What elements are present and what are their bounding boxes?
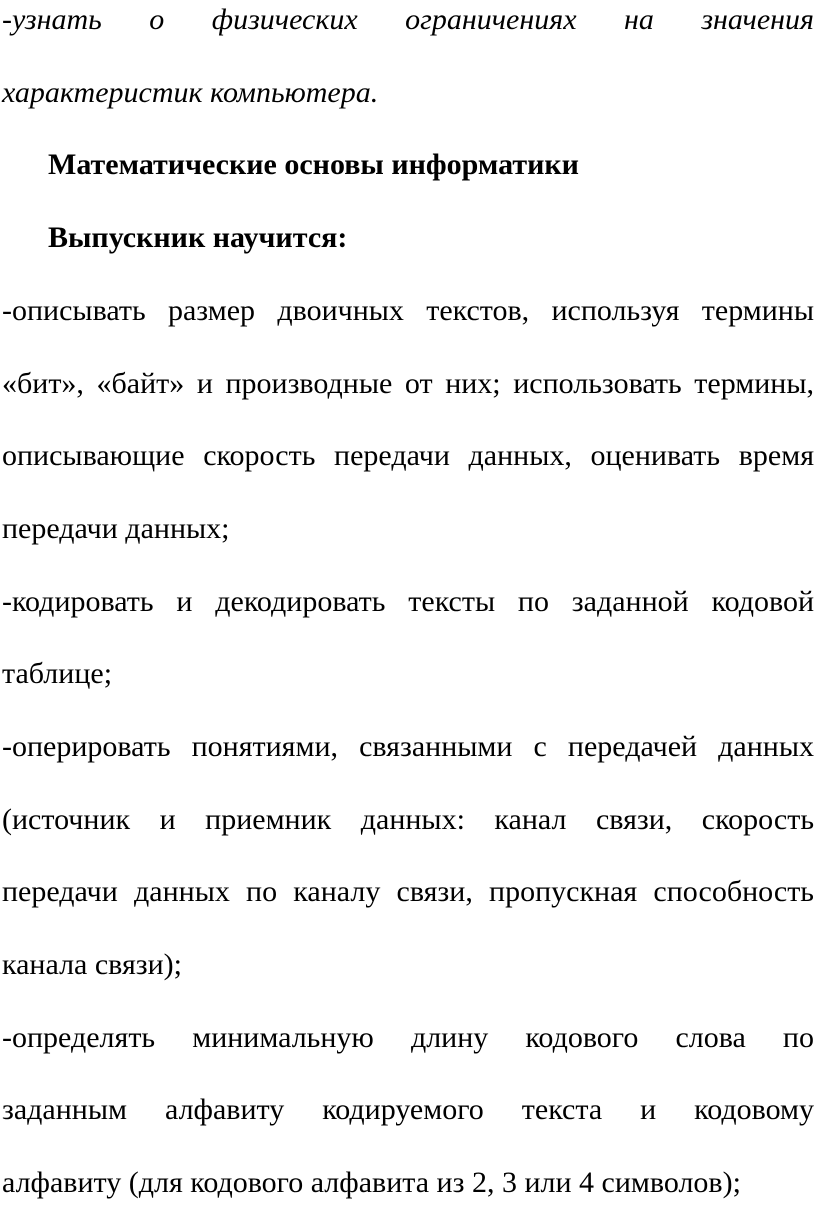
section-subtitle: Выпускник научится: xyxy=(48,221,348,254)
item-1-line: «бит», «байт» и производные от них; использовать термины, xyxy=(2,367,814,400)
item-4-line: алфавиту (для кодового алфавита из 2, 3 или 4 символов); xyxy=(2,1166,741,1199)
intro-line: -узнать о физических ограничениях на значения xyxy=(2,3,814,36)
item-4-line: -определять минимальную длину кодового слова по xyxy=(2,1021,814,1054)
item-3-line: канала связи); xyxy=(2,948,182,981)
item-3-line: передачи данных по каналу связи, пропускная способность xyxy=(2,875,814,908)
section-title: Математические основы информатики xyxy=(48,148,579,181)
intro-line: характеристик компьютера. xyxy=(2,76,379,109)
item-1-line: описывающие скорость передачи данных, оценивать время xyxy=(2,439,814,472)
item-3-line: -оперировать понятиями, связанными с передачей данных xyxy=(2,730,814,763)
item-4-line: заданным алфавиту кодируемого текста и кодовому xyxy=(2,1093,814,1126)
item-2-line: таблице; xyxy=(2,657,113,690)
item-1-line: -описывать размер двоичных текстов, используя термины xyxy=(2,294,814,327)
item-3-line: (источник и приемник данных: канал связи, скорость xyxy=(2,803,814,836)
item-1-line: передачи данных; xyxy=(2,512,230,545)
item-2-line: -кодировать и декодировать тексты по заданной кодовой xyxy=(2,585,814,618)
